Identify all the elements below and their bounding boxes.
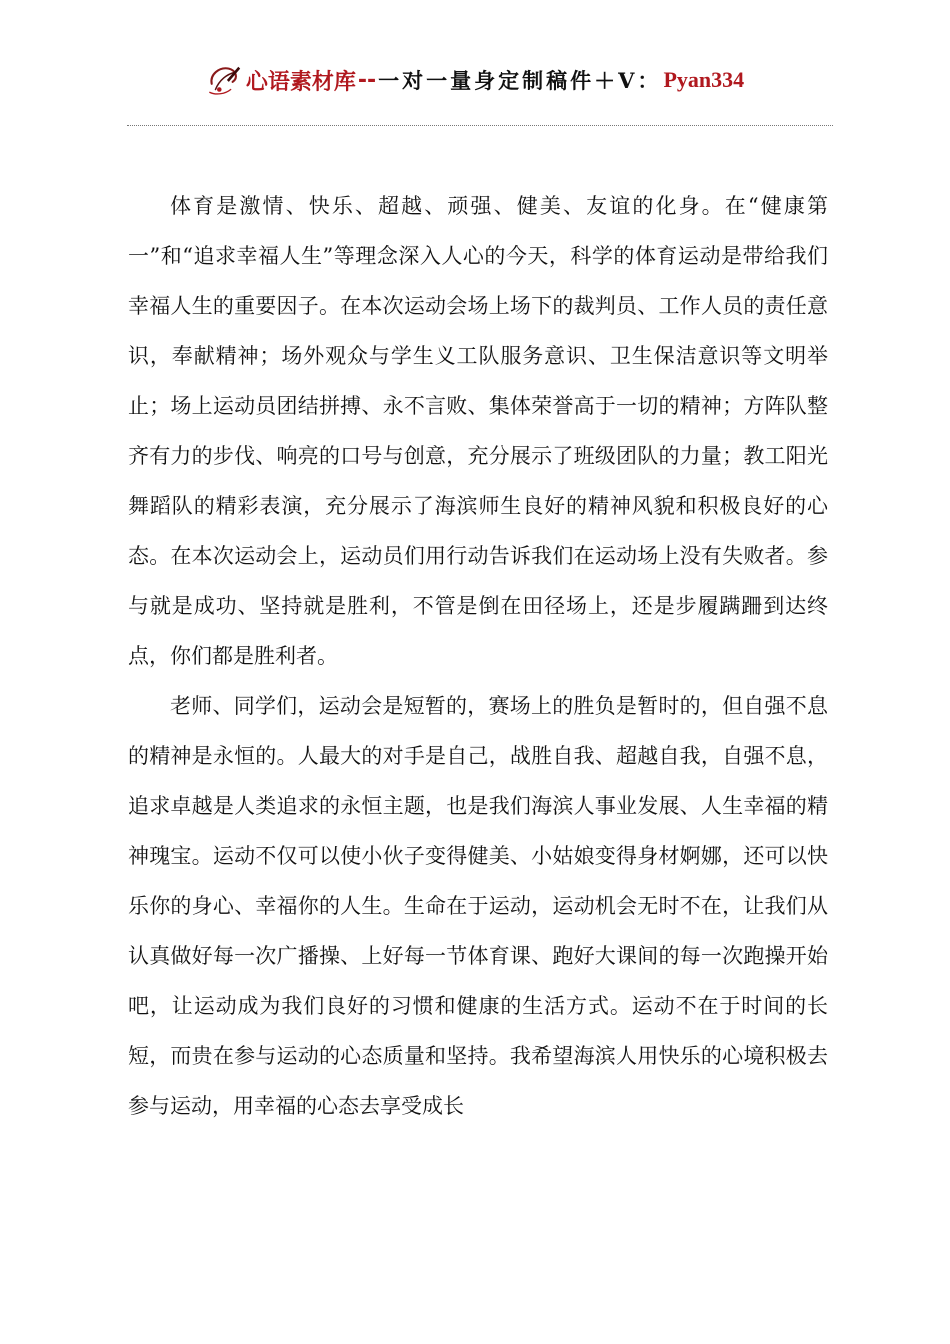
- contact-id: Pyan334: [663, 67, 745, 92]
- document-body: [128, 181, 828, 1131]
- header-slogan: 一对一量身定制稿件＋V：: [378, 68, 662, 93]
- page-header: [0, 58, 950, 102]
- header-divider: [127, 125, 833, 126]
- brand-name: 心语素材库: [245, 68, 356, 95]
- pen-nib-swirl-icon: [206, 61, 244, 99]
- body-paragraph: 老师、同学们，运动会是短暂的，赛场上的胜负是暂时的，但自强不息的精神是永恒的。人最大的对手是自己，战胜自我、超越自我，自强不息，追求卓越是人类追求的永恒主题，也是我们海滨人事业发展、人生幸福的精神瑰宝。运动不仅可以使小伙子变得健美、小姑娘变得身材婀娜，还可以快乐你的身心、幸福你的人生。生命在于运动，运动机会无时不在，让我们从认真做好每一次广播操、上好每一节体育课、跑好大课间的每一次跑操开始吧，让运动成为我们良好的习惯和健康的生活方式。运动不在于时间的长短，而贵在参与运动的心态质量和坚持。我希望海滨人用快乐的心境积极去参与运动，用幸福的心态去享受成长: [128, 694, 828, 1118]
- header-separator: --: [357, 67, 377, 93]
- body-paragraph: 体育是激情、快乐、超越、顽强、健美、友谊的化身。在“健康第一”和“追求幸福人生”等理念深入人心的今天，科学的体育运动是带给我们幸福人生的重要因子。在本次运动会场上场下的裁判员、工作人员的责任意识，奉献精神；场外观众与学生义工队服务意识、卫生保洁意识等文明举止；场上运动员团结拼搏、永不言败、集体荣誉高于一切的精神；方阵队整齐有力的步伐、响亮的口号与创意，充分展示了班级团队的力量；教工阳光舞蹈队的精彩表演，充分展示了海滨师生良好的精神风貌和积极良好的心态。在本次运动会上，运动员们用行动告诉我们在运动场上没有失败者。参与就是成功、坚持就是胜利，不管是倒在田径场上，还是步履蹒跚到达终点，你们都是胜利者。: [128, 194, 828, 668]
